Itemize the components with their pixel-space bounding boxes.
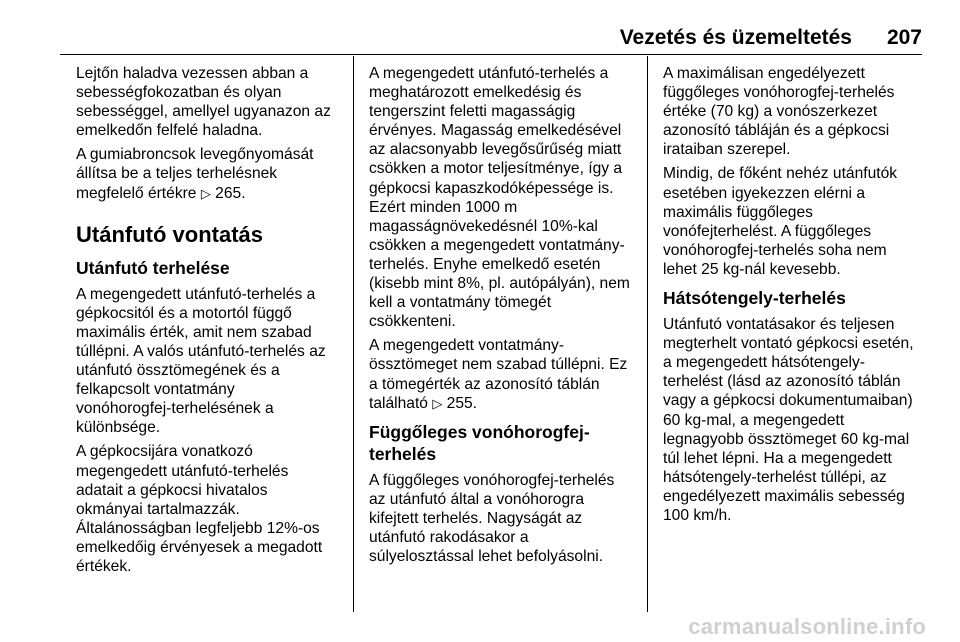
section-heading: Utánfutó vontatás <box>76 221 263 247</box>
paragraph <box>76 64 342 140</box>
text-line: A megengedett utánfutó-terhelés a <box>76 285 316 303</box>
text-line: esetében igyekezzen elérni a <box>663 184 865 202</box>
text-line: függőleges vonóhorogfej-terhelés <box>663 84 895 102</box>
subsection-heading: Hátsótengely-terhelés <box>663 288 846 309</box>
page-ref-link[interactable]: 255. <box>446 394 478 412</box>
subsection-heading: Utánfutó terhelése <box>76 257 230 278</box>
paragraph <box>76 442 342 576</box>
page-number: 207 <box>886 26 922 49</box>
column-divider <box>647 56 648 612</box>
text-line: Utánfutó vontatásakor és teljesen <box>663 316 895 334</box>
text-line: vonóhorogfej-terhelés soha nem <box>663 241 887 259</box>
text-line: tengerszint feletti magasságig <box>369 103 576 121</box>
text-line: 100 km/h. <box>663 506 732 524</box>
text-line: állítsa be a teljes terhelésnek <box>76 165 278 183</box>
text-line: okmányai tartalmazzák. <box>76 500 240 518</box>
text-line: irataiban szerepel. <box>663 141 791 159</box>
text-line: maximális érték, amit nem szabad <box>76 323 312 341</box>
text-line: utánfutó össztömegének és a <box>76 362 280 380</box>
page-ref-arrow-icon: ▷ <box>432 395 443 411</box>
text-line: megterhelt vontató gépkocsi esetén, <box>663 335 914 353</box>
text-line: magasságnövekedésnél 10%-kal <box>369 217 598 235</box>
text-line: megengedett utánfutó-terhelés <box>76 462 289 480</box>
page-header <box>60 26 922 55</box>
heading-line: Függőleges vonóhorogfej- <box>369 421 590 442</box>
text-line: a megengedett hátsótengely- <box>663 354 865 372</box>
text-line: túllépni. A valós utánfutó-terhelés az <box>76 342 326 360</box>
text-fragment: megfelelő értékre <box>76 184 197 202</box>
text-line: kifejtett terhelés. Nagyságát az <box>369 509 583 527</box>
text-line: csökkenteni. <box>369 313 456 331</box>
text-line: meghatározott emelkedésig és <box>369 84 582 102</box>
text-line: sebességgel, amellyel ugyanazon az <box>76 103 331 121</box>
text-line: engedélyezett maximális sebesség <box>663 487 905 505</box>
text-line: vagy a gépkocsi dokumentumaiban) <box>663 392 913 410</box>
text-line: csökken a megengedett vontatmány- <box>369 236 625 254</box>
text-line: (kisebb mint 8%, pl. autópályán), nem <box>369 275 630 293</box>
text-line: utánfutó rakodásakor a <box>369 528 529 546</box>
text-line: A gépkocsijára vonatkozó <box>76 443 253 461</box>
text-line: értékek. <box>76 557 132 575</box>
text-fragment: található <box>369 394 428 412</box>
paragraph <box>369 336 635 412</box>
column-2 <box>369 64 635 571</box>
text-line: vonóhorogfej-terhelésének a <box>76 400 274 418</box>
page-ref-arrow-icon: ▷ <box>200 185 211 201</box>
text-line: legnagyobb össztömeget 60 kg-mal <box>663 430 910 448</box>
text-line: gépkocsi kapaszkodóképessége is. <box>369 179 614 197</box>
text-line: Általánosságban legfeljebb 12%-os <box>76 519 320 537</box>
paragraph <box>76 145 342 202</box>
text-line: a tömegérték az azonosító táblán <box>369 375 600 393</box>
column-1 <box>76 64 342 581</box>
text-line: A megengedett utánfutó-terhelés a <box>369 65 609 82</box>
text-line: értéke (70 kg) a vonószerkezet <box>663 103 878 121</box>
text-line: kell a vontatmány tömegét <box>369 294 552 312</box>
column-divider <box>353 56 354 612</box>
text-line: csökken a motor teljesítménye, így a <box>369 160 623 178</box>
text-line: lehet 25 kg-nál kevesebb. <box>663 260 841 278</box>
paragraph <box>369 471 635 566</box>
paragraph <box>663 164 929 279</box>
text-line: A függőleges vonóhorogfej-terhelés <box>369 471 615 489</box>
text-line: azonosító tábláján és a gépkocsi <box>663 122 890 140</box>
watermark: carmanualsonline.info <box>688 614 926 639</box>
text-line: össztömeget nem szabad túllépni. Ez <box>369 356 628 374</box>
page-ref-link[interactable]: 265. <box>215 184 246 202</box>
text-line: A gumiabroncsok levegőnyomását <box>76 146 314 164</box>
column-3 <box>663 64 929 530</box>
text-line: maximális függőleges <box>663 203 813 221</box>
text-line: Mindig, de főként nehéz utánfutók <box>663 165 898 183</box>
paragraph <box>663 315 929 525</box>
text-line: Ezért minden 1000 m <box>369 198 518 216</box>
text-line <box>76 184 342 203</box>
text-line: terhelést (lásd az azonosító táblán <box>663 373 901 391</box>
text-line: túl lehet lépni. Ha a megengedett <box>663 449 892 467</box>
page-title: Vezetés és üzemeltetés <box>619 26 852 49</box>
text-line: érvényes. Magasság emelkedésével <box>369 122 622 140</box>
text-line <box>369 394 635 413</box>
subsection-heading <box>369 421 635 465</box>
text-line: emelkedőig érvényesek a megadott <box>76 538 323 556</box>
paragraph <box>76 285 342 438</box>
text-line: 60 kg-mal, a megengedett <box>663 411 845 429</box>
text-line: felkapcsolt vontatmány <box>76 381 235 399</box>
text-line: sebességfokozatban és olyan <box>76 84 282 102</box>
heading-line: terhelés <box>369 443 437 464</box>
text-line: Lejtőn haladva vezessen abban a <box>76 65 309 82</box>
text-line: terhelés. Enyhe emelkedő esetén <box>369 255 601 273</box>
text-line: súlyelosztással lehet befolyásolni. <box>369 548 604 566</box>
text-line: hátsótengely-terhelést túllépi, az <box>663 468 887 486</box>
text-line: különbsége. <box>76 419 161 437</box>
text-line: gépkocsitól és a motortól függő <box>76 304 292 322</box>
text-line: az alacsonyabb levegősűrűség miatt <box>369 141 622 159</box>
text-line: emelkedőn felfelé haladna. <box>76 122 263 140</box>
paragraph <box>663 64 929 159</box>
text-line: az utánfutó által a vonóhorogra <box>369 490 585 508</box>
text-line: vonófejterhelést. A függőleges <box>663 222 872 240</box>
text-line: A maximálisan engedélyezett <box>663 65 865 82</box>
paragraph <box>369 64 635 331</box>
text-line: adatait a gépkocsi hivatalos <box>76 481 268 499</box>
text-line: A megengedett vontatmány- <box>369 337 565 355</box>
